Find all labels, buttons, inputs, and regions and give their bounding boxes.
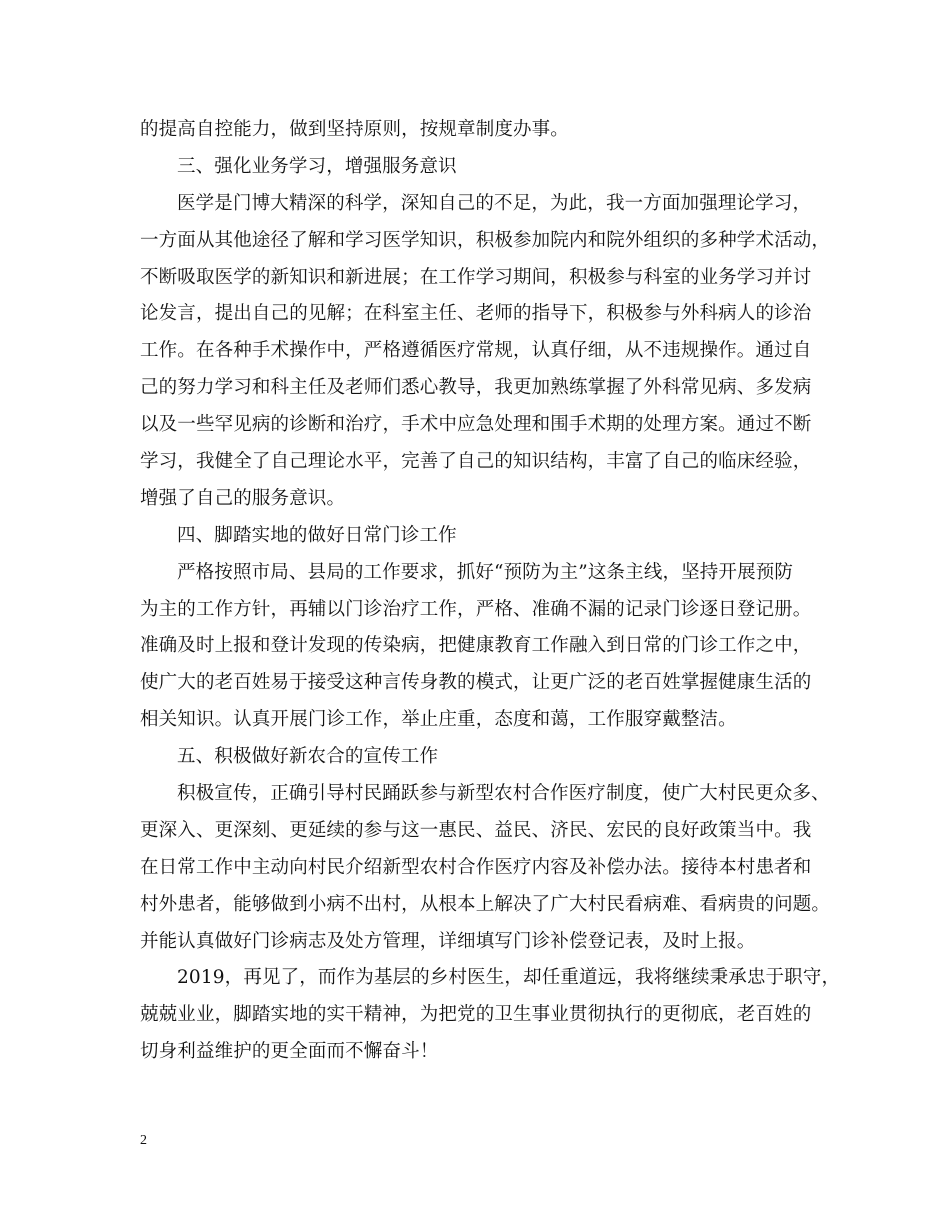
paragraph-line: 并能认真做好门诊病志及处方管理，详细填写门诊补偿登记表，及时上报。 <box>140 930 756 952</box>
paragraph-line: 论发言，提出自己的见解；在科室主任、老师的指导下，积极参与外科病人的诊治 <box>140 303 812 325</box>
paragraph-line: 医学是门博大精深的科学，深知自己的不足，为此，我一方面加强理论学习， <box>177 192 812 214</box>
paragraph-line: 一方面从其他途径了解和学习医学知识，积极参加院内和院外组织的多种学术活动， <box>140 229 831 251</box>
document-body <box>140 112 841 1071</box>
section-heading-5: 五、积极做好新农合的宣传工作 <box>177 746 439 768</box>
paragraph-line: 切身利益维护的更全面而不懈奋斗！ <box>140 1041 439 1063</box>
paragraph-line: 兢兢业业，脚踏实地的实干精神，为把党的卫生事业贯彻执行的更彻底，老百姓的 <box>140 1004 812 1026</box>
paragraph-line: 使广大的老百姓易于接受这种言传身教的模式，让更广泛的老百姓掌握健康生活的 <box>140 672 812 694</box>
section-heading-3: 三、强化业务学习，增强服务意识 <box>177 155 457 177</box>
paragraph-line: 2019，再见了，而作为基层的乡村医生，却任重道远，我将继续秉承忠于职守， <box>177 967 841 989</box>
paragraph-line: 不断吸取医学的新知识和新进展；在工作学习期间，积极参与科室的业务学习并讨 <box>140 266 812 288</box>
paragraph-line: 学习，我健全了自己理论水平，完善了自己的知识结构，丰富了自己的临床经验， <box>140 451 812 473</box>
paragraph-line: 增强了自己的服务意识。 <box>140 487 346 509</box>
paragraph-line: 为主的工作方针，再辅以门诊治疗工作，严格、准确不漏的记录门诊逐日登记册。 <box>140 598 812 620</box>
paragraph-line: 积极宣传，正确引导村民踊跃参与新型农村合作医疗制度，使广大村民更众多、 <box>177 783 830 805</box>
paragraph-line: 相关知识。认真开展门诊工作，举止庄重，态度和蔼，工作服穿戴整洁。 <box>140 709 737 731</box>
paragraph-line: 村外患者，能够做到小病不出村，从根本上解决了广大村民看病难、看病贵的问题。 <box>140 893 831 915</box>
section-heading-4: 四、脚踏实地的做好日常门诊工作 <box>177 524 457 546</box>
paragraph-line: 以及一些罕见病的诊断和治疗，手术中应急处理和围手术期的处理方案。通过不断 <box>140 414 812 436</box>
paragraph-line: 准确及时上报和登计发现的传染病，把健康教育工作融入到日常的门诊工作之中， <box>140 635 812 657</box>
paragraph-line: 更深入、更深刻、更延续的参与这一惠民、益民、济民、宏民的良好政策当中。我 <box>140 819 812 841</box>
paragraph-line: 工作。在各种手术操作中，严格遵循医疗常规，认真仔细，从不违规操作。通过自 <box>140 340 812 362</box>
paragraph-line: 己的努力学习和科主任及老师们悉心教导，我更加熟练掌握了外科常见病、多发病 <box>140 377 812 399</box>
paragraph-line: 严格按照市局、县局的工作要求，抓好“预防为主”这条主线，坚持开展预防 <box>177 561 794 583</box>
paragraph-line: 在日常工作中主动向村民介绍新型农村合作医疗内容及补偿办法。接待本村患者和 <box>140 856 812 878</box>
page-number: 2 <box>140 1133 147 1148</box>
paragraph-continuation: 的提高自控能力，做到坚持原则，按规章制度办事。 <box>140 119 569 140</box>
